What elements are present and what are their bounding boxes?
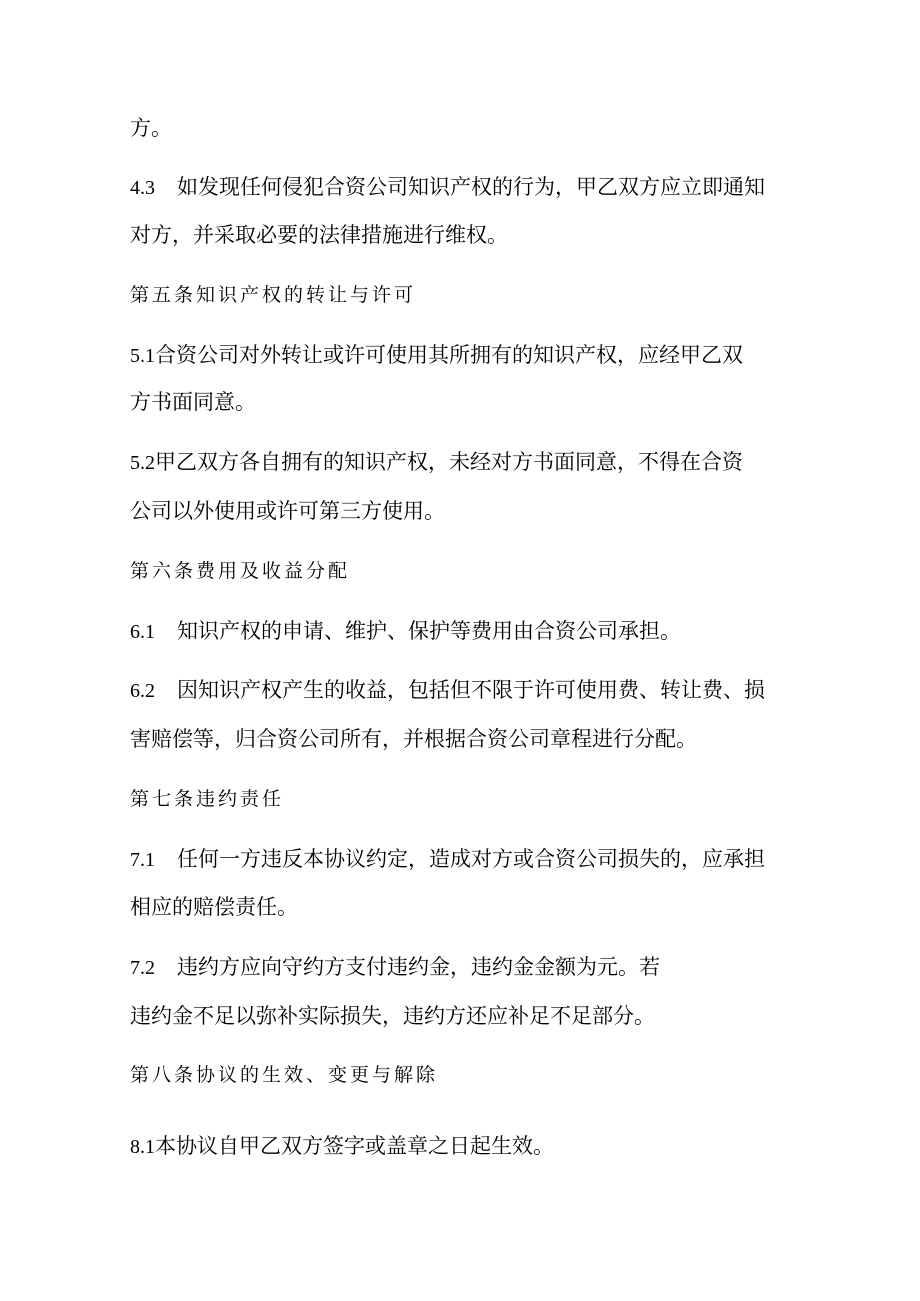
clause-6-1 <box>130 617 681 646</box>
section-heading-5 <box>130 281 416 309</box>
paragraph-line <box>130 497 445 525</box>
clause-text: 合资公司对外转让或许可使用其所拥有的知识产权，应经甲乙双 <box>155 343 743 367</box>
heading-text: 第八条协议的生效、变更与解除 <box>130 1064 439 1086</box>
line-text: 方书面同意。 <box>130 390 256 414</box>
clause-text: 如发现任何侵犯合资公司知识产权的行为，甲乙双方应立即通知 <box>177 175 765 199</box>
clause-text: 甲乙双方各自拥有的知识产权，未经对方书面同意，不得在合资 <box>155 450 743 474</box>
paragraph-line <box>130 725 697 753</box>
line-text: 对方，并采取必要的法律措施进行维权。 <box>130 223 508 247</box>
line-text: 害赔偿等，归合资公司所有，并根据合资公司章程进行分配。 <box>130 727 697 751</box>
line-text: 方。 <box>130 116 172 140</box>
clause-7-1 <box>130 845 765 874</box>
clause-number: 8.1 <box>130 1136 155 1158</box>
section-heading-6 <box>130 557 350 585</box>
clause-number: 7.1 <box>130 849 155 871</box>
clause-number: 6.1 <box>130 621 155 643</box>
paragraph-line <box>130 388 256 416</box>
clause-5-1 <box>130 341 743 370</box>
paragraph-line <box>130 1002 655 1030</box>
clause-number: 4.3 <box>130 177 155 199</box>
clause-number: 6.2 <box>130 680 155 702</box>
clause-number: 7.2 <box>130 957 155 979</box>
paragraph-line <box>130 114 172 142</box>
clause-text: 知识产权的申请、维护、保护等费用由合资公司承担。 <box>177 619 681 643</box>
line-text: 公司以外使用或许可第三方使用。 <box>130 499 445 523</box>
clause-text: 违约方应向守约方支付违约金，违约金金额为元。若 <box>177 955 660 979</box>
clause-text: 因知识产权产生的收益，包括但不限于许可使用费、转让费、损 <box>177 678 765 702</box>
section-heading-8 <box>130 1061 438 1089</box>
heading-text: 第七条违约责任 <box>130 788 285 810</box>
clause-5-2 <box>130 448 743 477</box>
clause-number: 5.2 <box>130 452 155 474</box>
paragraph-line <box>130 893 298 921</box>
section-heading-7 <box>130 785 284 813</box>
line-text: 相应的赔偿责任。 <box>130 895 298 919</box>
paragraph-line <box>130 221 508 249</box>
clause-8-1 <box>130 1132 554 1161</box>
clause-6-2 <box>130 676 765 705</box>
clause-number: 5.1 <box>130 345 155 367</box>
clause-7-2 <box>130 953 660 982</box>
heading-text: 第六条费用及收益分配 <box>130 560 351 582</box>
line-text: 违约金不足以弥补实际损失，违约方还应补足不足部分。 <box>130 1004 655 1028</box>
heading-text: 第五条知识产权的转让与许可 <box>130 284 417 306</box>
clause-text: 任何一方违反本协议约定，造成对方或合资公司损失的，应承担 <box>177 847 765 871</box>
clause-text: 本协议自甲乙双方签字或盖章之日起生效。 <box>155 1134 554 1158</box>
clause-4-3 <box>130 173 765 202</box>
